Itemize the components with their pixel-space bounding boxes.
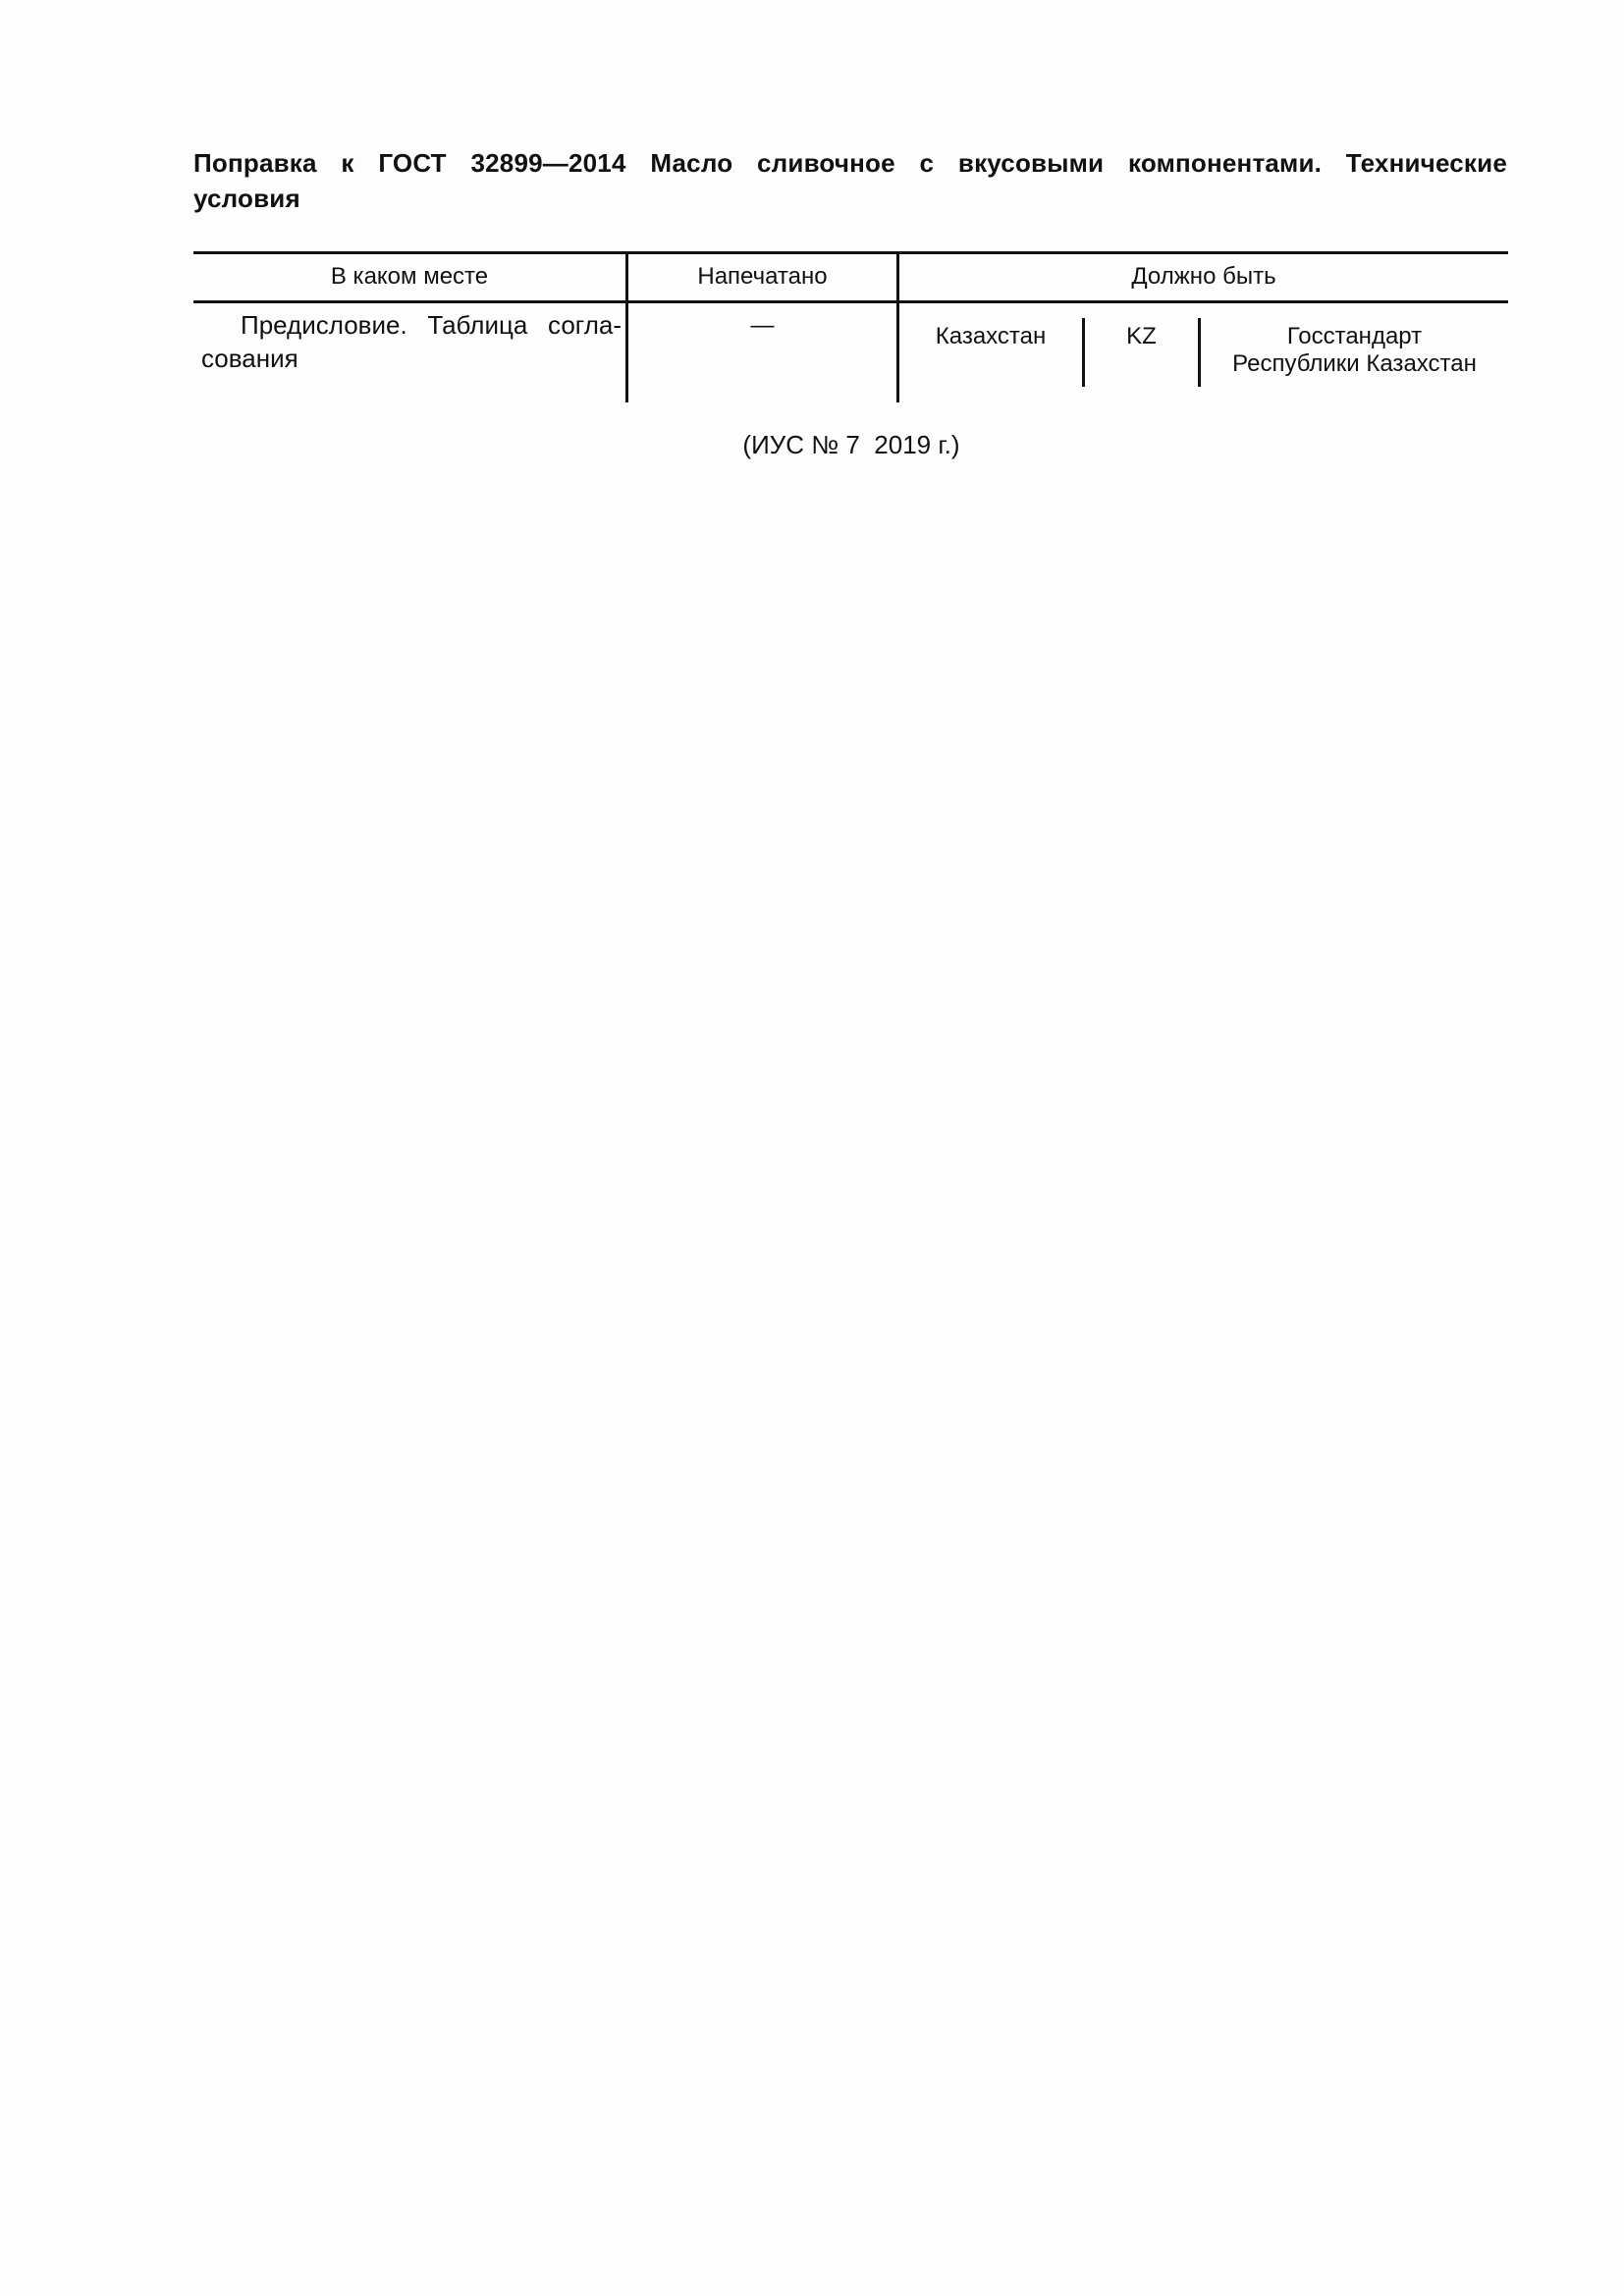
header-should-be: Должно быть: [1131, 263, 1276, 290]
cell-country: Казахстан: [935, 323, 1047, 349]
cell-agency-line2: Республики Казахстан: [1232, 350, 1477, 377]
document-title: Поправка к ГОСТ 32899—2014 Масло сливочное с вкусовыми компонентами. Технические условия: [193, 148, 1507, 213]
cell-country-code: KZ: [1126, 323, 1157, 349]
cell-printed: —: [750, 312, 775, 339]
cell-agency-line1: Госстандарт: [1286, 323, 1423, 349]
header-where: В каком месте: [330, 263, 489, 290]
table-header-rule: [193, 300, 1508, 303]
publication-note: (ИУС № 7 2019 г.): [742, 430, 960, 459]
cell-where: Предисловие. Таблица согла-сования: [201, 310, 622, 373]
amendment-table: [193, 251, 1508, 402]
table-top-rule: [193, 251, 1508, 254]
header-printed: Напечатано: [697, 263, 828, 290]
